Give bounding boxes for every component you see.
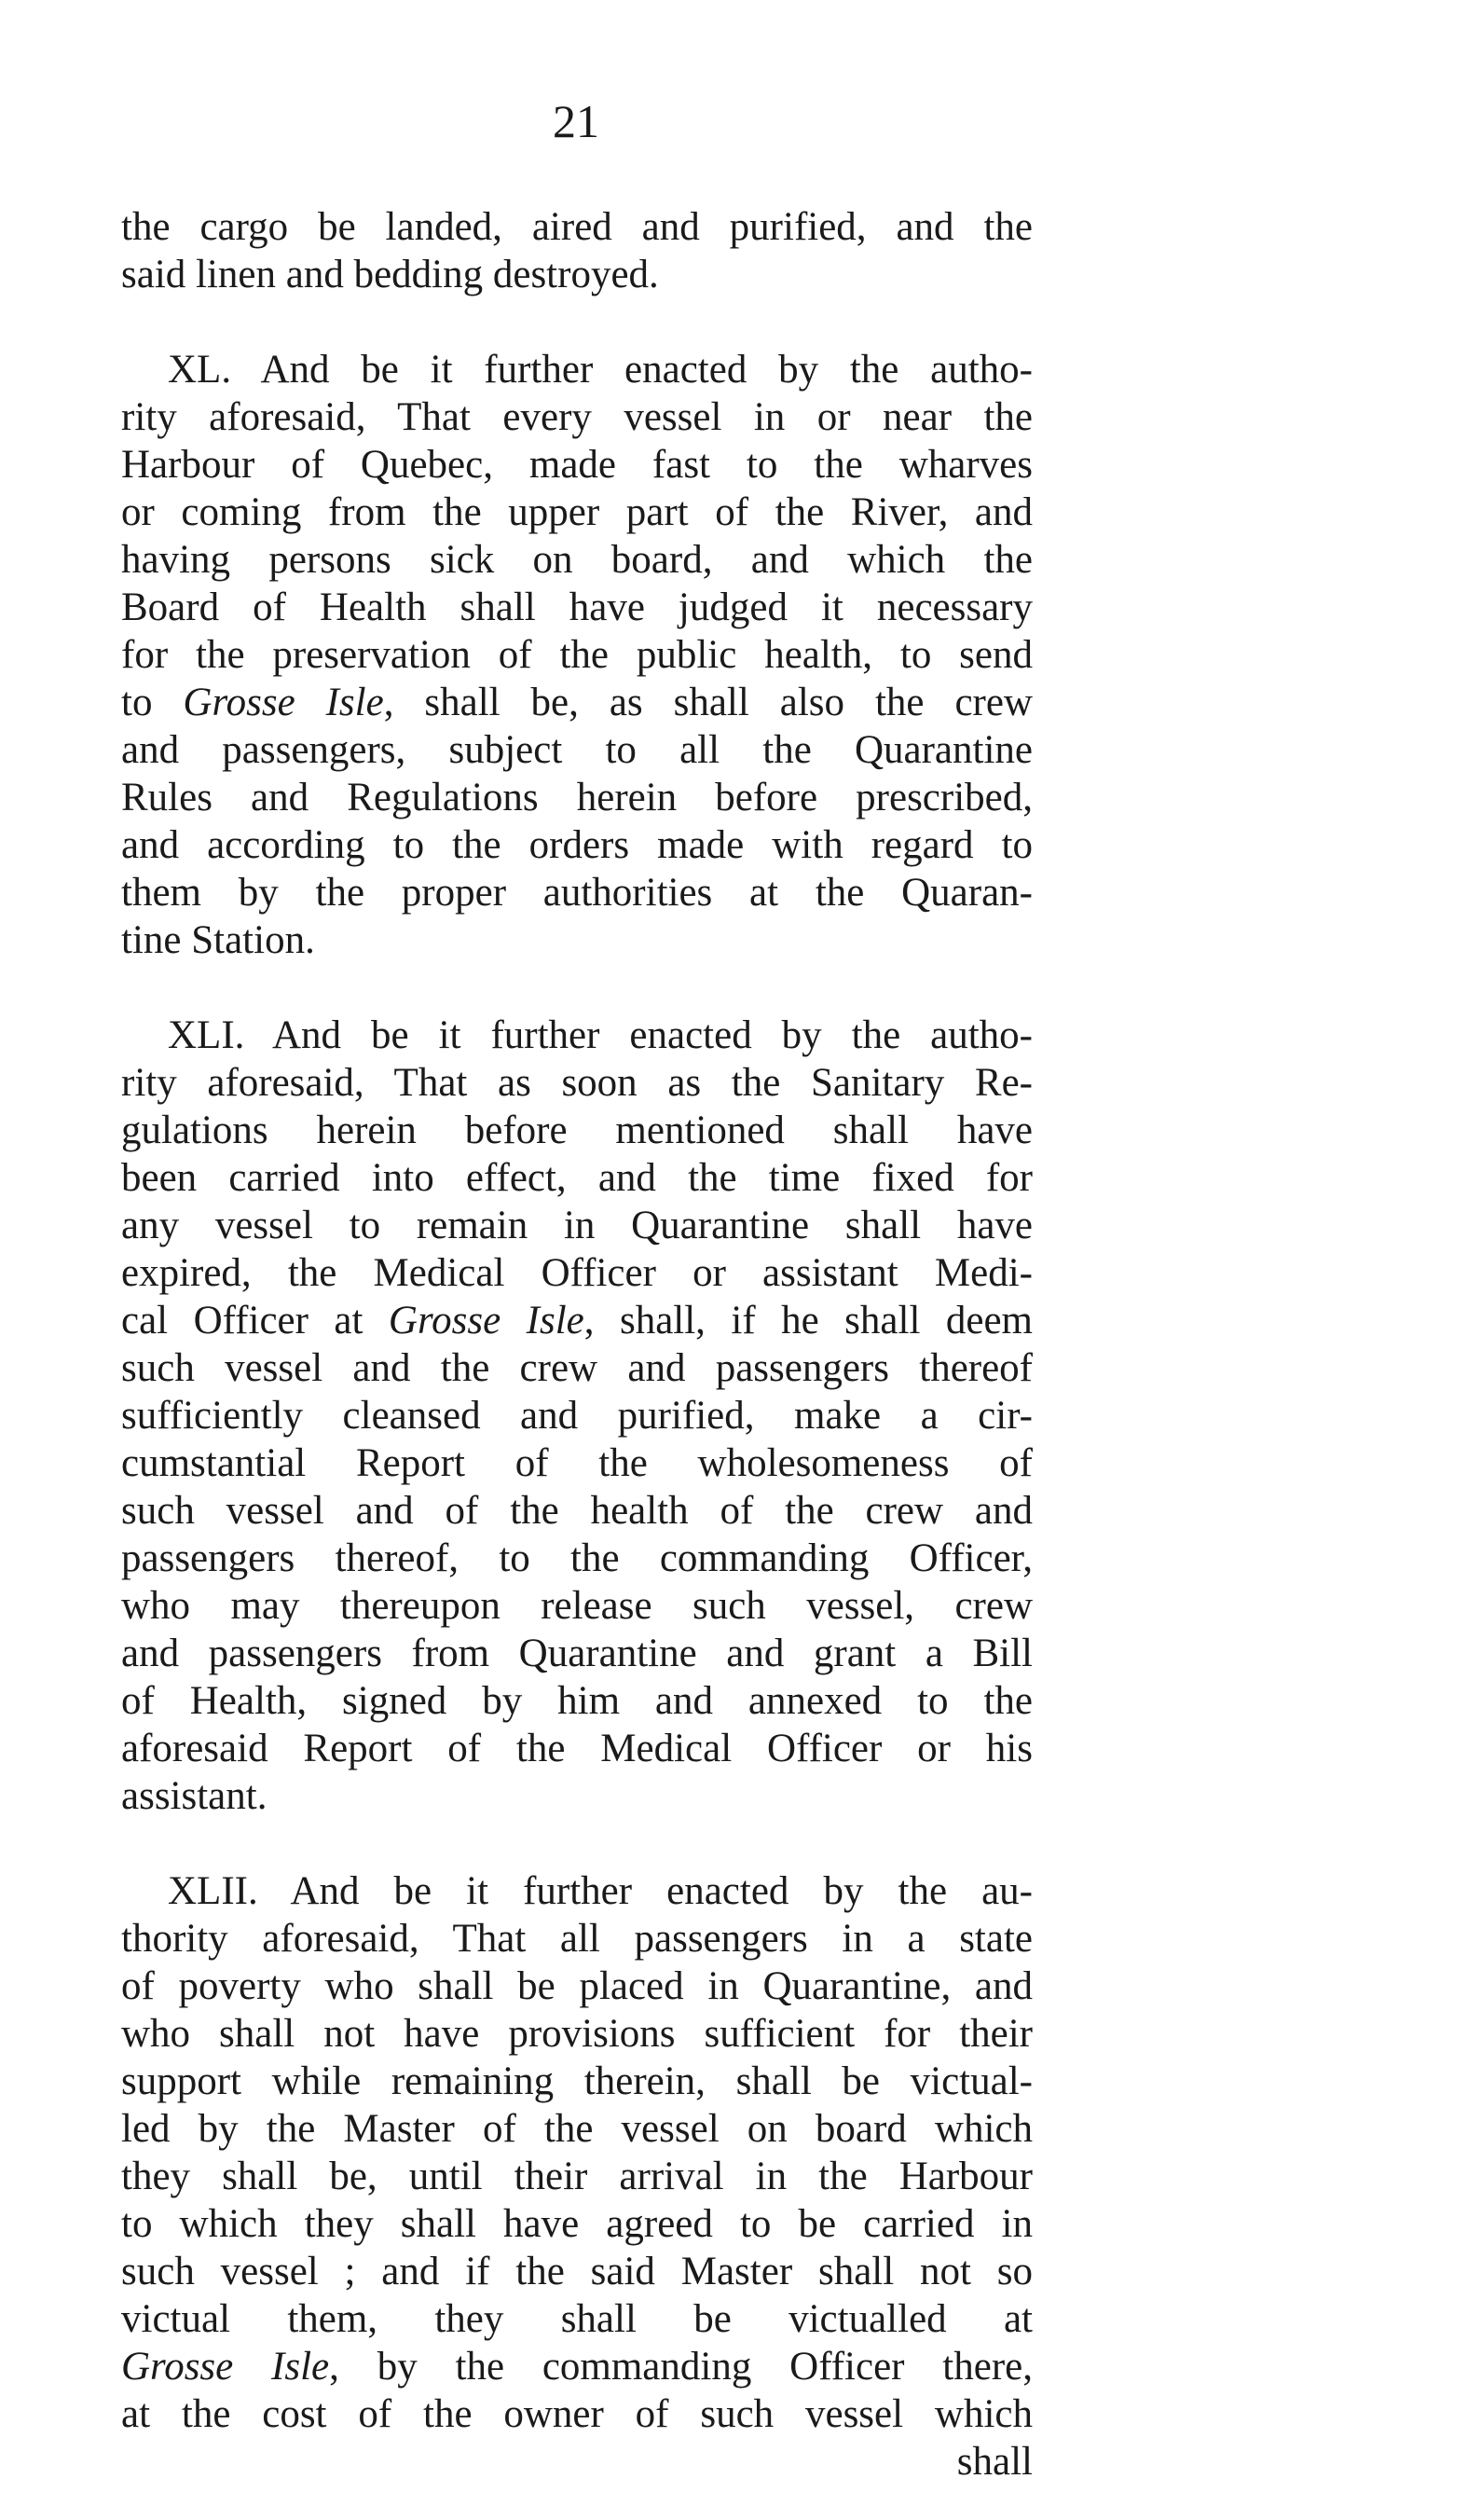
- text-line: XLI. And be it further enacted by the autho-: [168, 1013, 1033, 1057]
- text-line: them by the proper authorities at the Quaran-: [121, 871, 1033, 915]
- text-line: of poverty who shall be placed in Quarantine, and: [121, 1964, 1033, 2008]
- text-line: and passengers, subject to all the Quarantine: [121, 728, 1033, 772]
- text-line: support while remaining therein, shall be victual-: [121, 2059, 1033, 2103]
- text-line: XL. And be it further enacted by the autho-: [168, 348, 1033, 392]
- text-line: and according to the orders made with regard to: [121, 823, 1033, 867]
- text-line: Rules and Regulations herein before prescribed,: [121, 776, 1033, 819]
- text-line: at the cost of the owner of such vessel which: [121, 2392, 1033, 2436]
- text-line: the cargo be landed, aired and purified, and the: [121, 205, 1033, 249]
- text-line: thority aforesaid, That all passengers in a state: [121, 1917, 1033, 1961]
- text-line: who shall not have provisions sufficient for their: [121, 2012, 1033, 2056]
- text-line: Grosse Isle, by the commanding Officer there,: [121, 2345, 1033, 2389]
- text-line: tine Station.: [121, 918, 315, 962]
- text-line: led by the Master of the vessel on board which: [121, 2107, 1033, 2151]
- paragraph: [121, 346, 1033, 964]
- text-line: any vessel to remain in Quarantine shall have: [121, 1204, 1033, 1247]
- text-line: been carried into effect, and the time fixed for: [121, 1156, 1033, 1200]
- text-line: said linen and bedding destroyed.: [121, 253, 659, 296]
- text-line: cal Officer at Grosse Isle, shall, if he shall deem: [121, 1299, 1033, 1343]
- text-line: victual them, they shall be victualled at: [121, 2297, 1033, 2341]
- text-line: assistant.: [121, 1774, 267, 1818]
- catch-word: shall: [956, 2440, 1033, 2484]
- text-line: expired, the Medical Officer or assistant Medi-: [121, 1251, 1033, 1295]
- text-line: of Health, signed by him and annexed to the: [121, 1679, 1033, 1723]
- text-line: Board of Health shall have judged it necessary: [121, 585, 1033, 629]
- text-line: and passengers from Quarantine and grant a Bill: [121, 1632, 1033, 1675]
- text-line: to which they shall have agreed to be carried in: [121, 2202, 1033, 2246]
- text-line: who may thereupon release such vessel, crew: [121, 1584, 1033, 1628]
- text-line: having persons sick on board, and which the: [121, 538, 1033, 582]
- text-line: such vessel and the crew and passengers thereof: [121, 1346, 1033, 1390]
- text-line: passengers thereof, to the commanding Officer,: [121, 1536, 1033, 1580]
- text-line: aforesaid Report of the Medical Officer or his: [121, 1727, 1033, 1770]
- text-line: rity aforesaid, That as soon as the Sanitary Re-: [121, 1061, 1033, 1105]
- text-line: such vessel and of the health of the crew and: [121, 1489, 1033, 1533]
- body-text: [121, 203, 1033, 2486]
- text-line: rity aforesaid, That every vessel in or near the: [121, 395, 1033, 439]
- text-line: to Grosse Isle, shall be, as shall also the crew: [121, 681, 1033, 724]
- paragraph: [121, 1867, 1033, 2438]
- text-line: they shall be, until their arrival in the Harbour: [121, 2155, 1033, 2198]
- text-line: gulations herein before mentioned shall have: [121, 1109, 1033, 1152]
- page-number: 21: [553, 95, 599, 147]
- text-line: for the preservation of the public health, to send: [121, 633, 1033, 677]
- paragraph: [121, 203, 1033, 298]
- text-line: cumstantial Report of the wholesomeness of: [121, 1441, 1033, 1485]
- text-line: Harbour of Quebec, made fast to the wharves: [121, 443, 1033, 487]
- text-line: such vessel ; and if the said Master shall not so: [121, 2250, 1033, 2293]
- text-line: or coming from the upper part of the River, and: [121, 490, 1033, 534]
- paragraph: [121, 1012, 1033, 1820]
- text-line: sufficiently cleansed and purified, make a cir-: [121, 1394, 1033, 1438]
- text-line: XLII. And be it further enacted by the au-: [168, 1869, 1033, 1913]
